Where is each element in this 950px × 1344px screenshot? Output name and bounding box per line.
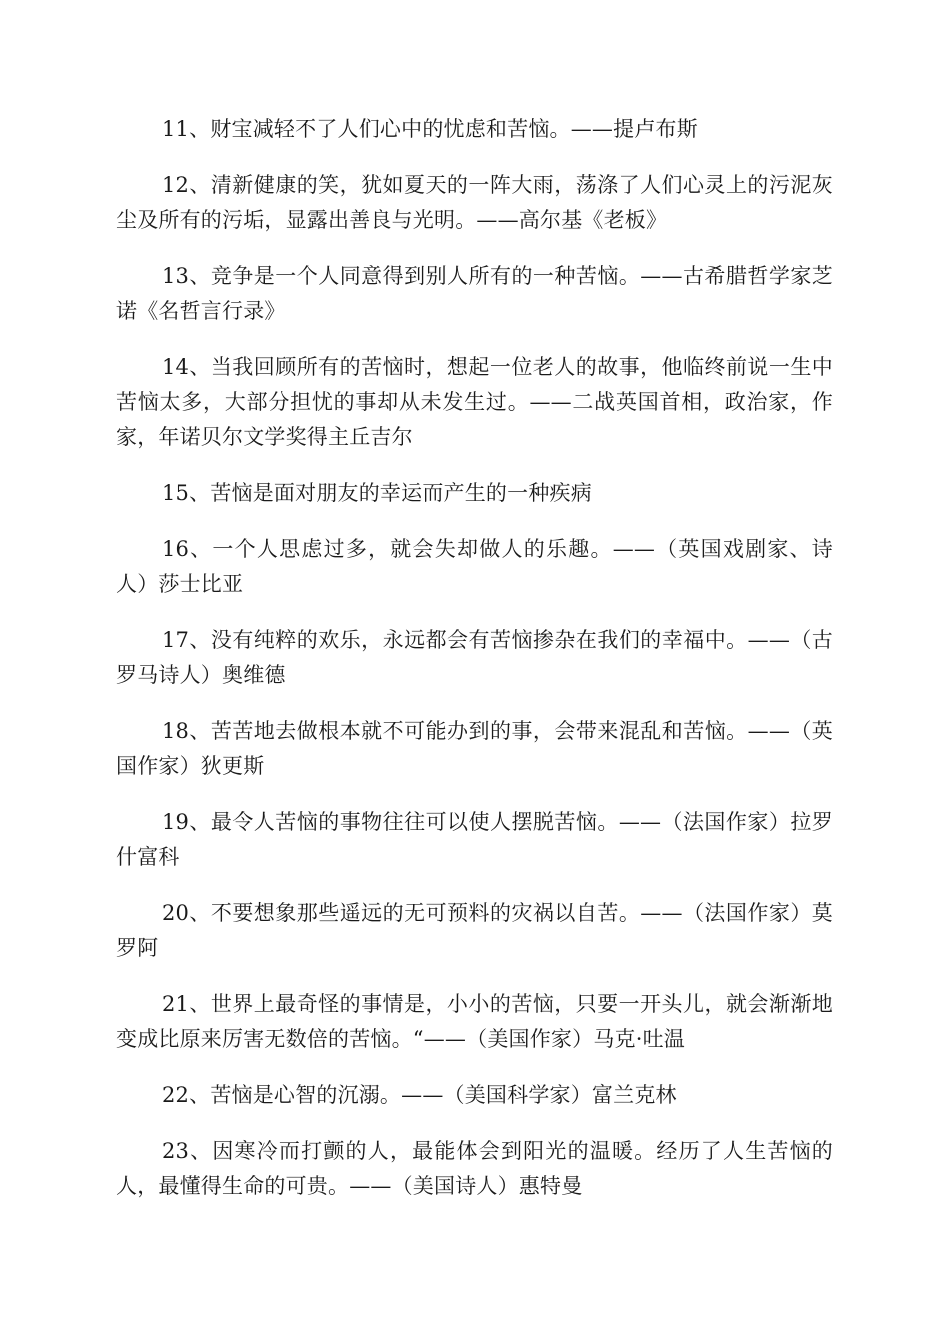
quote-21: 21、世界上最奇怪的事情是，小小的苦恼，只要一开头儿，就会渐渐地变成比原来厉害无数倍的苦恼。“——（美国作家）马克·吐温 (116, 992, 833, 1051)
quote-19: 19、最令人苦恼的事物往往可以使人摆脱苦恼。——（法国作家）拉罗什富科 (116, 810, 833, 869)
quote-list (116, 112, 833, 1225)
quote-17: 17、没有纯粹的欢乐，永远都会有苦恼掺杂在我们的幸福中。——（古罗马诗人）奥维德 (116, 628, 833, 687)
quote-16: 16、一个人思虑过多，就会失却做人的乐趣。——（英国戏剧家、诗人）莎士比亚 (116, 537, 833, 596)
quote-12: 12、清新健康的笑，犹如夏天的一阵大雨，荡涤了人们心灵上的污泥灰尘及所有的污垢，显露出善良与光明。——高尔基《老板》 (116, 173, 833, 232)
quote-18: 18、苦苦地去做根本就不可能办到的事，会带来混乱和苦恼。——（英国作家）狄更斯 (116, 719, 833, 778)
quote-22: 22、苦恼是心智的沉溺。——（美国科学家）富兰克林 (162, 1083, 677, 1107)
quote-11: 11、财宝减轻不了人们心中的忧虑和苦恼。——提卢布斯 (162, 117, 698, 141)
quote-15: 15、苦恼是面对朋友的幸运而产生的一种疾病 (162, 481, 592, 505)
quote-14: 14、当我回顾所有的苦恼时，想起一位老人的故事，他临终前说一生中苦恼太多，大部分担忧的事却从未发生过。——二战英国首相，政治家，作家，年诺贝尔文学奖得主丘吉尔 (116, 355, 833, 449)
quote-23: 23、因寒冷而打颤的人，最能体会到阳光的温暖。经历了人生苦恼的人，最懂得生命的可贵。——（美国诗人）惠特曼 (116, 1139, 833, 1198)
quote-20: 20、不要想象那些遥远的无可预料的灾祸以自苦。——（法国作家）莫罗阿 (116, 901, 833, 960)
quote-13: 13、竞争是一个人同意得到别人所有的一种苦恼。——古希腊哲学家芝诺《名哲言行录》 (116, 264, 833, 323)
